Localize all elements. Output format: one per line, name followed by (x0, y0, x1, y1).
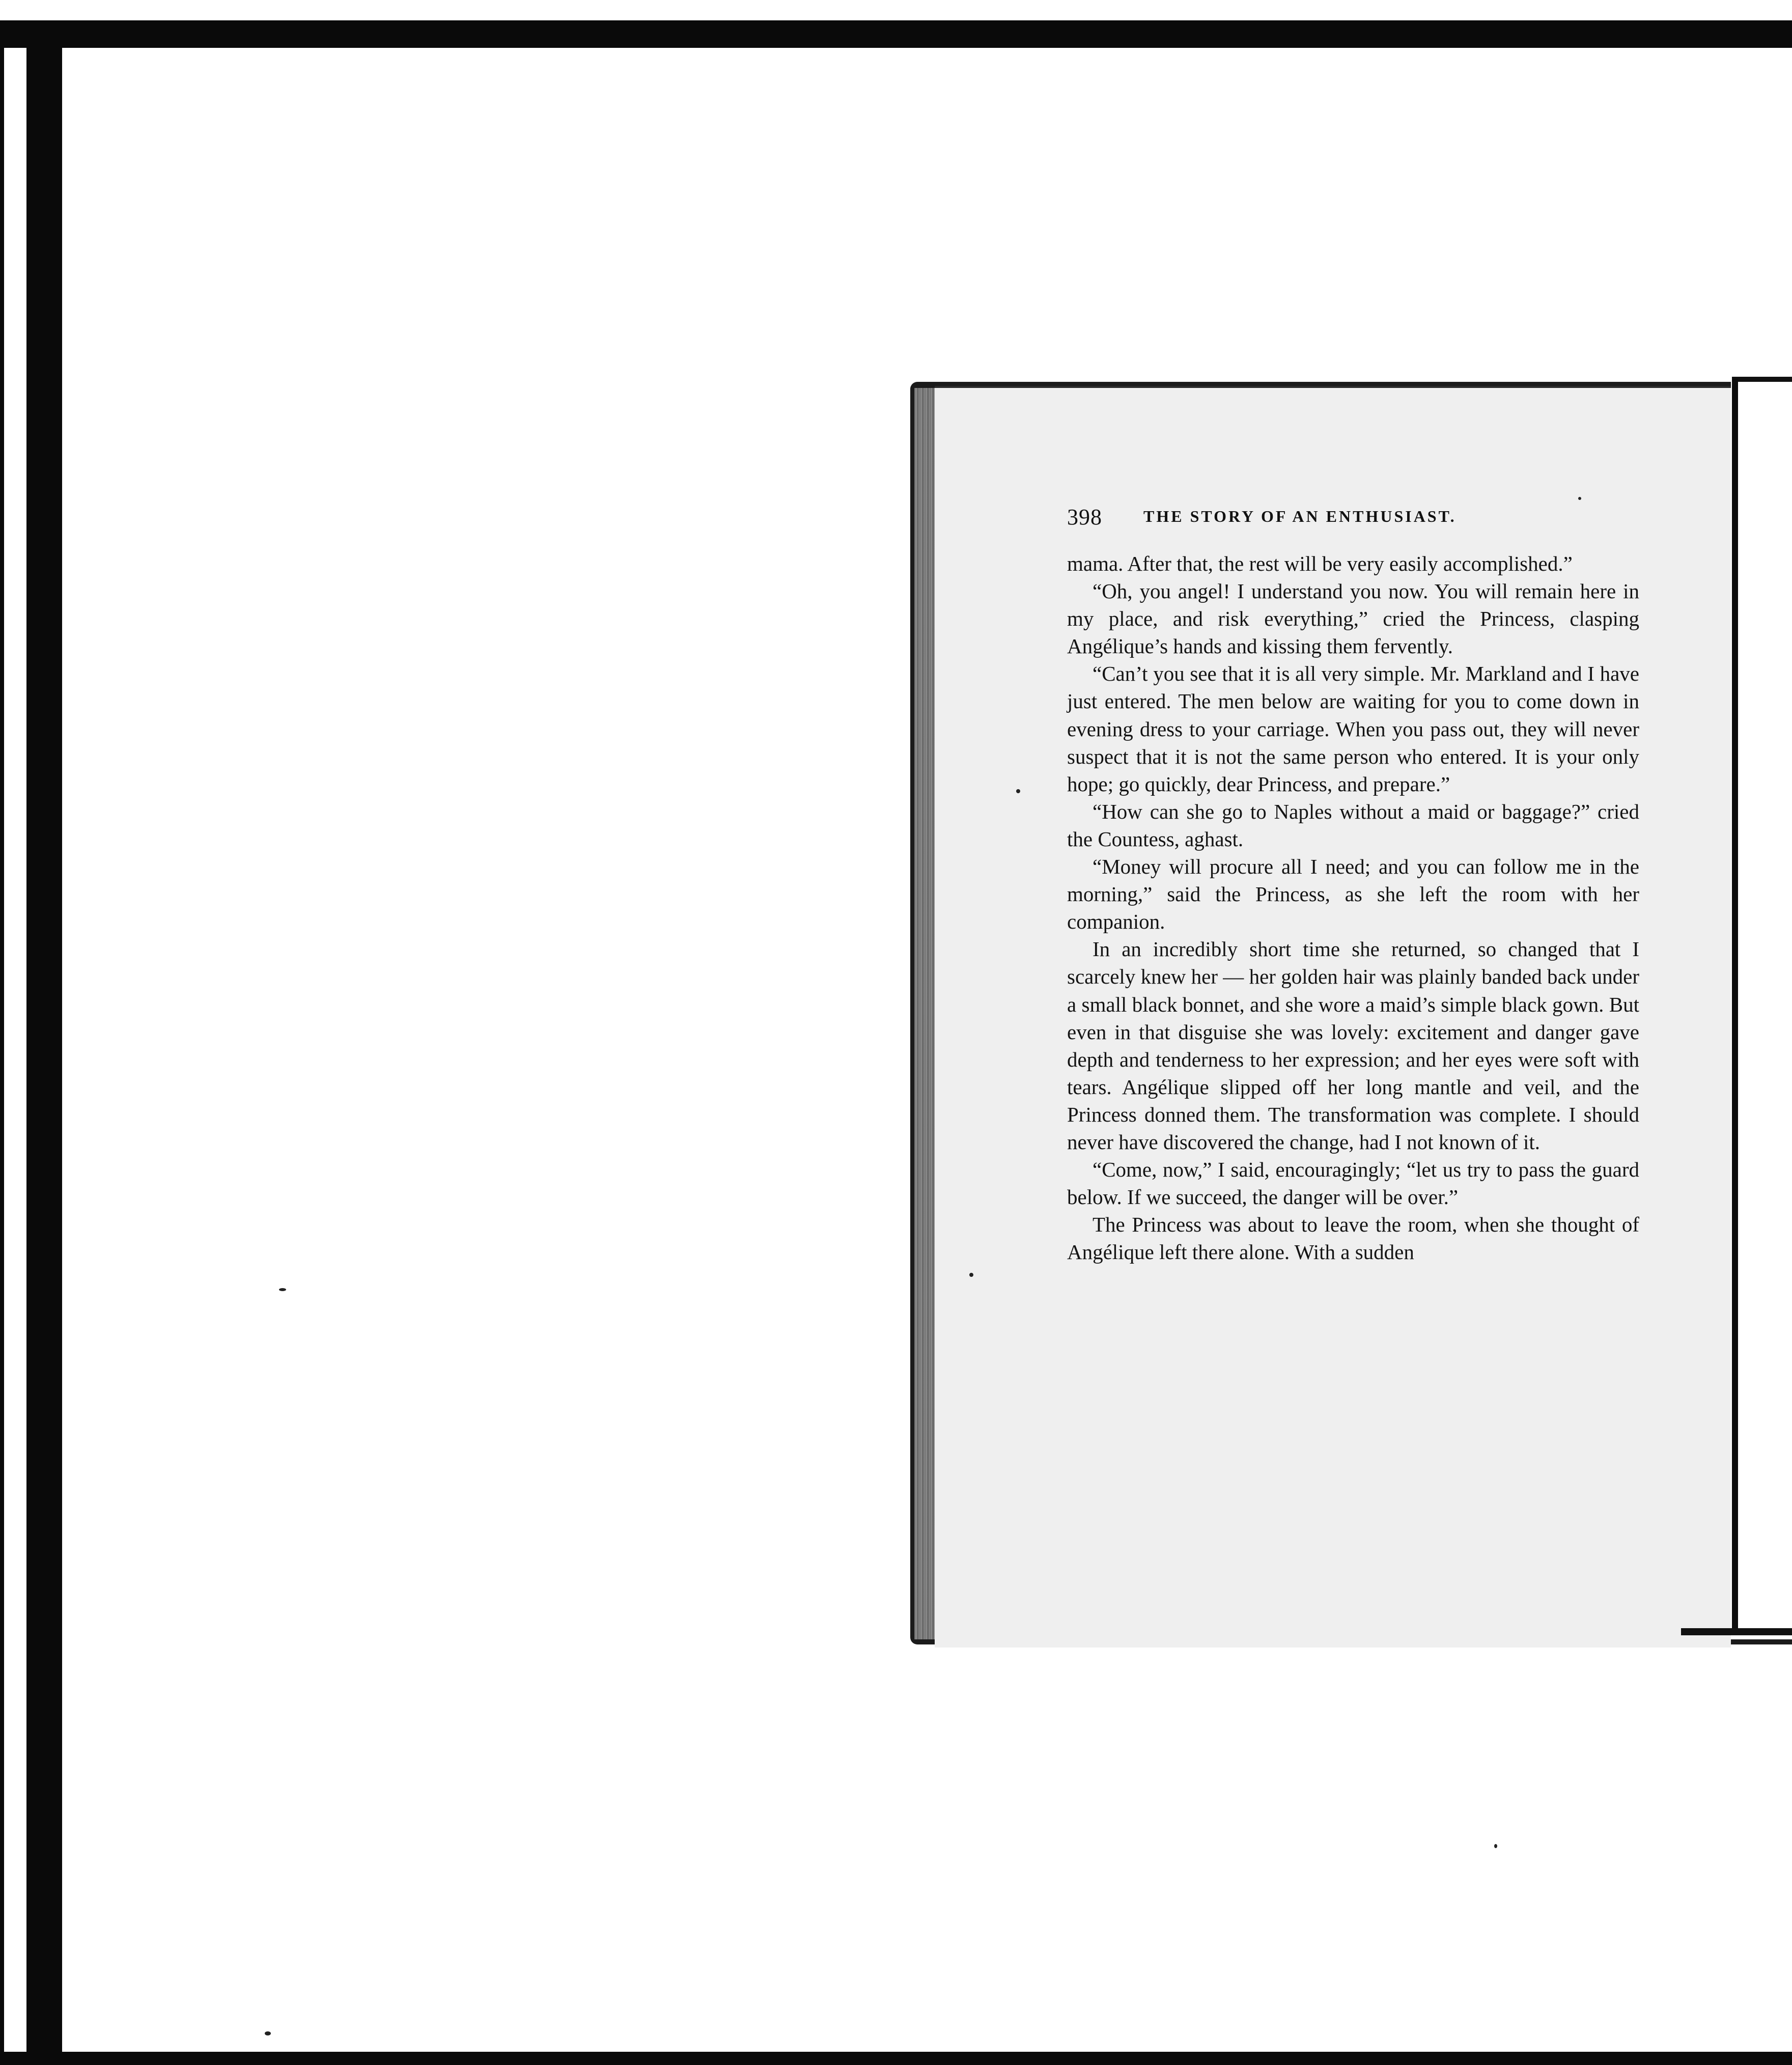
scan-frame-left (26, 20, 62, 2052)
gutter-spine-line (1732, 379, 1738, 1634)
scan-speck (1016, 789, 1020, 793)
paragraph: “How can she go to Naples without a maid or baggage?” cried the Countess, aghast. (1067, 799, 1639, 851)
scan-speck (1578, 497, 1581, 500)
scan-speck (279, 1288, 286, 1291)
gutter-bottom-edge (1681, 1628, 1792, 1635)
scan-frame-top (0, 20, 1792, 48)
book-page-edges (914, 388, 935, 1639)
scan-frame-edge (0, 48, 4, 2052)
scan-speck (969, 1273, 973, 1277)
page-number: 398 (1067, 505, 1102, 529)
page-header (1067, 504, 1642, 535)
paragraph: The Princess was about to leave the room, when she thought of Angélique left there alone. With a sudden (1067, 1213, 1639, 1264)
paragraph: “Can’t you see that it is all very simple. Mr. Markland and I have just entered. The men below are waiting for you to come down in evening dress to your carriage. When you pass out, they will never suspect that it is not the same person who entered. It is your only hope; go quickly, dear Princess, and prepare.” (1067, 662, 1639, 796)
running-head: THE STORY OF AN ENTHUSIAST. (1143, 507, 1457, 525)
scan-speck (1494, 1844, 1497, 1848)
paragraph: mama. After that, the rest will be very easily accomplished.” (1067, 552, 1573, 575)
page-body (1067, 550, 1639, 1266)
book-gutter (1731, 377, 1792, 1639)
gutter-top-edge (1732, 377, 1792, 382)
scan-frame-bottom (0, 2052, 1792, 2065)
paragraph: “Oh, you angel! I understand you now. You will remain here in my place, and risk everything,” cried the Princess, clasping Angélique’s hands and kissing them fervently. (1067, 579, 1639, 658)
paragraph: In an incredibly short time she returned, so changed that I scarcely knew her — her golden hair was plainly banded back under a small black bonnet, and she wore a maid’s simple black gown. But even in that disguise she was lovely: excitement and danger gave depth and tenderness to her expression; and her eyes were soft with tears. Angélique slipped off her long mantle and veil, and the Princess donned them. The transformation was complete. I should never have discovered the change, had I not known of it. (1067, 937, 1639, 1154)
paragraph: “Come, now,” I said, encouragingly; “let us try to pass the guard below. If we succeed, the danger will be over.” (1067, 1158, 1639, 1209)
scan-speck (265, 2031, 271, 2035)
paragraph: “Money will procure all I need; and you can follow me in the morning,” said the Princess, as she left the room with her companion. (1067, 855, 1639, 934)
